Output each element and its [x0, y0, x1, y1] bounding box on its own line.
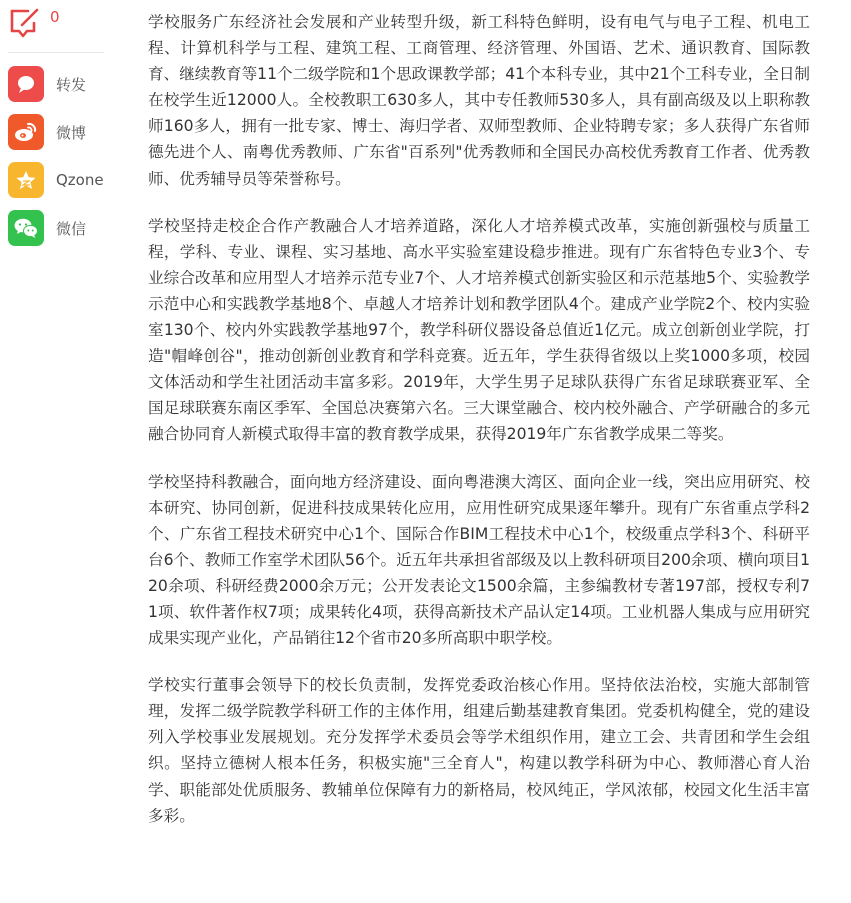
divider [8, 52, 104, 53]
weibo-icon [8, 114, 44, 150]
share-weibo[interactable] [8, 108, 104, 156]
star-icon [8, 162, 44, 198]
share-repost-label: 转发 [56, 75, 87, 94]
share-weibo-label: 微博 [56, 123, 87, 142]
article-paragraph: 学校坚持科教融合，面向地方经济建设、面向粤港澳大湾区、面向企业一线，突出应用研究、校本研究、协同创新，促进科技成果转化应用，应用性研究成果逐年攀升。现有广东省重点学科2个、广东省工程技术研究中心1个、国际合作BIM工程技术中心1个，校级重点学科3个、科研平台6个、教师工作室学术团队56个。近五年共承担省部级及以上教科研项目200余项、横向项目120余项、科研经费2000余万元；公开发表论文1500余篇，主参编教材专著197部，授权专利71项、软件著作权7项；成果转化4项，获得高新技术产品认定14项。工业机器人集成与应用研究成果实现产业化，产品销往12个省市20多所高职中职学校。 [148, 472, 811, 648]
share-qzone[interactable] [8, 156, 104, 204]
wechat-icon [8, 210, 44, 246]
article-paragraph: 学校服务广东经济社会发展和产业转型升级，新工科特色鲜明，设有电气与电子工程、机电工程、计算机科学与工程、建筑工程、工商管理、经济管理、外国语、艺术、通识教育、国际教育、继续教育等11个二级学院和1个思政课教学部；41个本科专业，其中21个工科专业，全日制在校学生近12000人。全校教职工630多人，其中专任教师530多人，具有副高级及以上职称教师160多人，拥有一批专家、博士、海归学者、双师型教师、企业特聘专家；多人获得广东省师德先进个人、南粤优秀教师、广东省"百系列"优秀教师和全国民办高校优秀教育工作者、优秀教师、优秀辅导员等荣誉称号。 [148, 13, 811, 188]
comment-count: 0 [50, 8, 60, 26]
share-wechat[interactable] [8, 204, 104, 252]
article-paragraph: 学校坚持走校企合作产教融合人才培养道路，深化人才培养模式改革，实施创新强校与质量工程，学科、专业、课程、实习基地、高水平实验室建设稳步推进。现有广东省特色专业3个、专业综合改革和应用型人才培养示范专业7个、人才培养模式创新实验区和示范基地5个、实验教学示范中心和实践教学基地8个、卓越人才培养计划和教学团队4个。建成产业学院2个、校内实验室130个、校内外实践教学基地97个，教学科研仪器设备总值近1亿元。成立创新创业学院，打造"帽峰创谷"，推动创新创业教育和学科竞赛。近五年，学生获得省级以上奖1000多项，校园文体活动和学生社团活动丰富多彩。2019年，大学生男子足球队获得广东省足球联赛亚军、全国足球联赛东南区季军、全国总决赛第六名。三大课堂融合、校内校外融合、产学研融合的多元融合协同育人新模式取得丰富的教育教学成果，获得2019年广东省教学成果二等奖。 [148, 216, 810, 444]
share-list [8, 60, 104, 252]
article-body [148, 9, 810, 829]
speech-bubble-icon [8, 66, 44, 102]
share-wechat-label: 微信 [56, 219, 87, 238]
article-paragraph: 学校实行董事会领导下的校长负责制，发挥党委政治核心作用。坚持依法治校，实施大部制管理，发挥二级学院教学科研工作的主体作用，组建后勤基建教育集团。党委机构健全，党的建设列入学校事业发展规划。充分发挥学术委员会等学术组织作用，建立工会、共青团和学生会组织。坚持立德树人根本任务，积极实施"三全育人"，构建以教学科研为中心、教师潜心育人治学、职能部处优质服务、教辅单位保障有力的新格局，校风纯正，学风浓郁，校园文化生活丰富多彩。 [148, 676, 810, 825]
share-repost[interactable] [8, 60, 104, 108]
comment-button[interactable] [8, 6, 60, 40]
edit-comment-icon [8, 7, 42, 39]
share-qzone-label: Qzone [56, 171, 104, 189]
share-sidebar [0, 0, 110, 903]
